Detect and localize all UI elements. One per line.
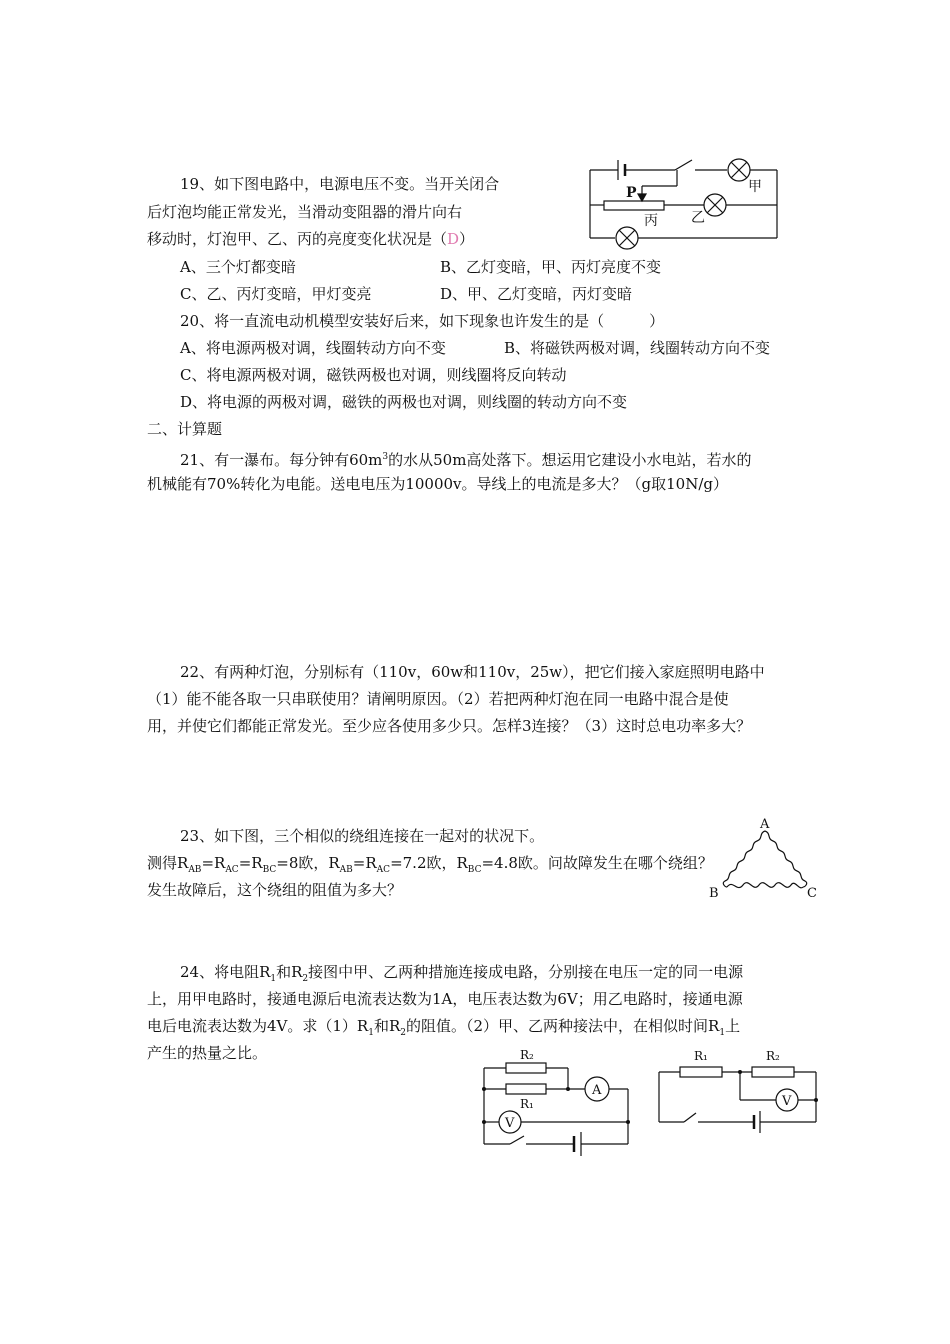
q21-line1-b: 的水从50m高处落下。想运用它建设小水电站，若水的 [388,451,752,469]
q24-line3-a: 电后电流表达数为4V。求（1）R [147,1017,369,1035]
q24-line1 [180,962,743,989]
q23-sub-bc2: BC [467,865,482,875]
q23-r5: R [365,854,377,872]
q24-fig-a-ammeter: A [592,1083,602,1098]
q19-line3-close: ） [459,230,475,248]
q23-eq2: = [238,854,252,872]
q20-stem: 20、将一直流电动机模型安装好后来，如下现象也许发生的是（ ） [180,312,665,330]
q19-option-b: B、乙灯变暗，甲、丙灯亮度不变 [440,258,662,276]
q19-line3-text: 移动时，灯泡甲、乙、丙的亮度变化状况是（ [147,230,448,248]
q23-line3: 发生故障后，这个绕组的阻值为多大？ [147,881,403,899]
q24-circuit-b [654,1040,829,1135]
q24-line3-d: 上 [725,1017,741,1035]
q23-line2 [147,853,713,880]
q19-option-a: A、三个灯都变暗 [180,258,296,276]
section-heading: 二、计算题 [147,420,223,438]
q24-line1-s1: 1 [270,974,277,984]
q19-fig-label-jia: 甲 [748,179,762,195]
q24-circuit-a [478,1040,638,1160]
q21-cube-sup: 3 [382,452,389,462]
q19-option-c: C、乙、丙灯变暗，甲灯变亮 [180,285,372,303]
q23-fig-label-c: C [807,886,817,901]
q24-line3-s2: 2 [400,1028,406,1038]
q19-circuit-figure [580,150,790,250]
q24-fig-a-label-r2: R₂ [520,1048,534,1062]
q23-measured-label: 测得 [147,854,178,872]
q24-fig-b-label-r2: R₂ [766,1049,780,1063]
q24-line3-c: 的阻值。（2）甲、乙两种接法中，在相似时间R [405,1017,720,1035]
q23-val2: =7.2欧， [390,854,457,872]
q23-eq3: = [352,854,366,872]
q24-fig-a-voltmeter: V [505,1116,515,1131]
q23-line1: 23、如下图，三个相似的绕组连接在一起对的状况下。 [180,827,545,845]
q24-fig-a-label-r1: R₁ [520,1097,534,1111]
q21-line1 [180,447,751,470]
q23-winding-figure [705,815,820,905]
q19-fig-label-bing: 丙 [644,213,658,229]
q23-r6: R [456,854,468,872]
q19-option-d: D、甲、乙灯变暗，丙灯变暗 [440,285,633,303]
q24-line3 [147,1016,740,1043]
q23-val3: =4.8欧。问故障发生在哪个绕组？ [481,854,713,872]
q19-fig-label-p: P [626,185,637,201]
q24-fig-b-voltmeter: V [782,1094,792,1109]
q19-line3 [147,229,474,249]
q23-sub-ab: AB [188,865,202,875]
q24-line1-a: 24、将电阻R [180,963,271,981]
q19-line1: 19、如下图电路中，电源电压不变。当开关闭合 [180,175,500,193]
q23-r4: R [328,854,340,872]
q24-line4: 产生的热量之比。 [147,1044,268,1062]
q22-line2: （1）能不能各取一只串联使用？请阐明原因。（2）若把两种灯泡在同一电路中混合是使 [147,690,729,708]
q23-sub-ab2: AB [339,865,353,875]
q24-line1-b: 和R [276,963,303,981]
q24-line1-c: 接图中甲、乙两种措施连接成电路，分别接在电压一定的同一电源 [308,963,744,981]
q24-fig-b-label-r1: R₁ [694,1049,708,1063]
q19-fig-label-yi: 乙 [691,210,705,226]
q24-line2: 上，用甲电路时，接通电源后电流表达数为1A，电压表达数为6V；用乙电路时，接通电源 [147,990,743,1008]
q23-fig-label-a: A [760,817,770,832]
q20-option-a: A、将电源两极对调，线圈转动方向不变 [180,339,446,357]
q22-line3: 用，并使它们都能正常发光。至少应各使用多少只。怎样3连接？（3）这时总电功率多大？ [147,717,752,735]
q23-sub-ac: AC [225,865,239,875]
q24-line3-s1: 1 [368,1028,374,1038]
q23-sub-bc: BC [262,865,277,875]
q24-line3-b: 和R [373,1017,401,1035]
q19-line2: 后灯泡均能正常发光，当滑动变阻器的滑片向右 [147,203,463,221]
q24-line3-s3: 1 [719,1028,726,1038]
q23-r1: R [177,854,189,872]
q23-val1: =8欧， [276,854,329,872]
q24-line1-s2: 2 [302,974,309,984]
q20-option-d: D、将电源的两极对调，磁铁的两极也对调，则线圈的转动方向不变 [180,393,628,411]
q20-option-b: B、将磁铁两极对调，线圈转动方向不变 [504,339,771,357]
q22-line1: 22、有两种灯泡，分别标有（110v，60w和110v，25w），把它们接入家庭照明电路中 [180,663,765,681]
q23-fig-label-b: B [709,886,719,901]
q23-eq1: = [201,854,215,872]
q21-line1-a: 21、有一瀑布。每分钟有60m [180,451,383,469]
q23-r3: R [251,854,263,872]
q20-option-c: C、将电源两极对调，磁铁两极也对调，则线圈将反向转动 [180,366,567,384]
q19-answer: D [447,230,460,248]
q23-r2: R [214,854,226,872]
q21-line2: 机械能有70%转化为电能。送电电压为10000v。导线上的电流是多大？（g取10N/g） [147,475,729,493]
q23-sub-ac2: AC [376,865,391,875]
